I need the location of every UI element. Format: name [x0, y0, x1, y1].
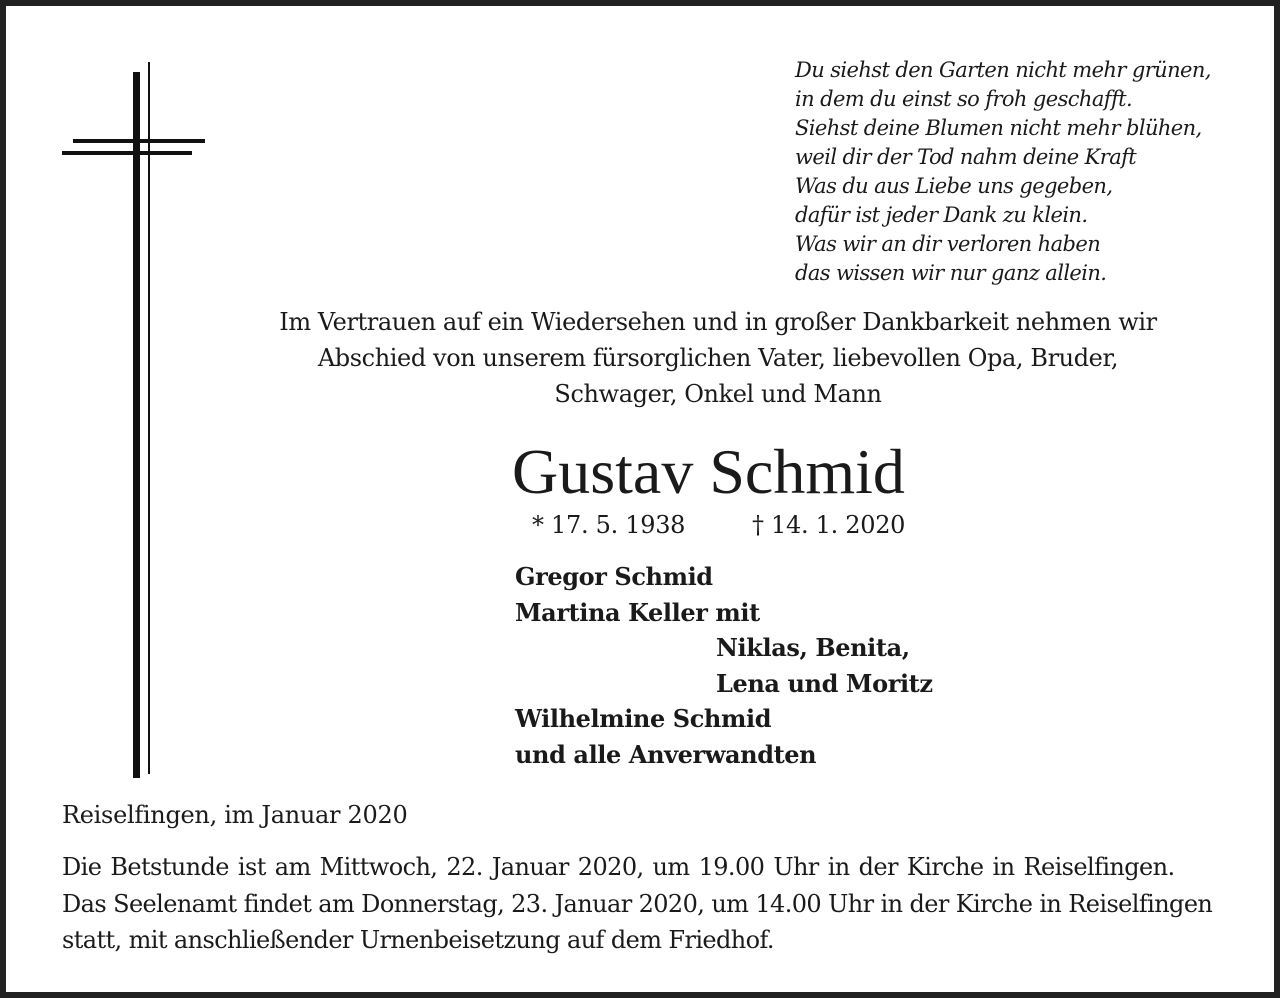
intro-line: Schwager, Onkel und Mann [554, 380, 882, 408]
deceased-name: Gustav Schmid [512, 436, 905, 507]
notice-line: Die Betstunde ist am Mittwoch, 22. Januar 2020, um 19.00 Uhr in der Kirche in Reiselfingen. [62, 853, 1175, 881]
poem-line: Was du aus Liebe uns gegeben, [795, 174, 1113, 198]
cross-horizontal-bar-lower [62, 151, 192, 155]
mourner-line: Niklas, Benita, [716, 633, 910, 663]
cross-vertical-bar [133, 72, 140, 778]
mourner-line: Lena und Moritz [716, 668, 933, 698]
poem-line: weil dir der Tod nahm deine Kraft [795, 145, 1137, 169]
poem-line: in dem du einst so froh geschafft. [795, 87, 1133, 111]
poem-line: Was wir an dir verloren haben [795, 232, 1101, 256]
cross-horizontal-bar-upper [73, 139, 205, 143]
mourner-line: Wilhelmine Schmid [515, 704, 772, 734]
notice-line: Das Seelenamt findet am Donnerstag, 23. Januar 2020, um 14.00 Uhr in der Kirche in Reiselfingen [62, 889, 1213, 918]
death-date: † 14. 1. 2020 [752, 511, 906, 539]
poem-line: Siehst deine Blumen nicht mehr blühen, [795, 116, 1202, 140]
intro-line: Im Vertrauen auf ein Wiedersehen und in großer Dankbarkeit nehmen wir [279, 308, 1157, 336]
intro-text [206, 304, 1230, 412]
service-notice [62, 849, 1212, 959]
poem-line: Du siehst den Garten nicht mehr grünen, [795, 58, 1211, 82]
notice-line: statt, mit anschließender Urnenbeisetzung auf dem Friedhof. [62, 926, 774, 954]
mourner-line: und alle Anverwandten [515, 739, 817, 769]
place-and-date: Reiselfingen, im Januar 2020 [62, 801, 408, 829]
cross-vertical-line [148, 62, 150, 774]
poem [795, 56, 1255, 288]
poem-line: das wissen wir nur ganz allein. [795, 261, 1107, 285]
mourner-line: Gregor Schmid [515, 562, 713, 591]
poem-line: dafür ist jeder Dank zu klein. [795, 203, 1088, 227]
birth-date: * 17. 5. 1938 [532, 511, 686, 539]
intro-line: Abschied von unserem fürsorglichen Vater, liebevollen Opa, Bruder, [317, 344, 1119, 372]
mourners-list [515, 559, 933, 773]
mourner-line: Martina Keller mit [515, 597, 760, 627]
